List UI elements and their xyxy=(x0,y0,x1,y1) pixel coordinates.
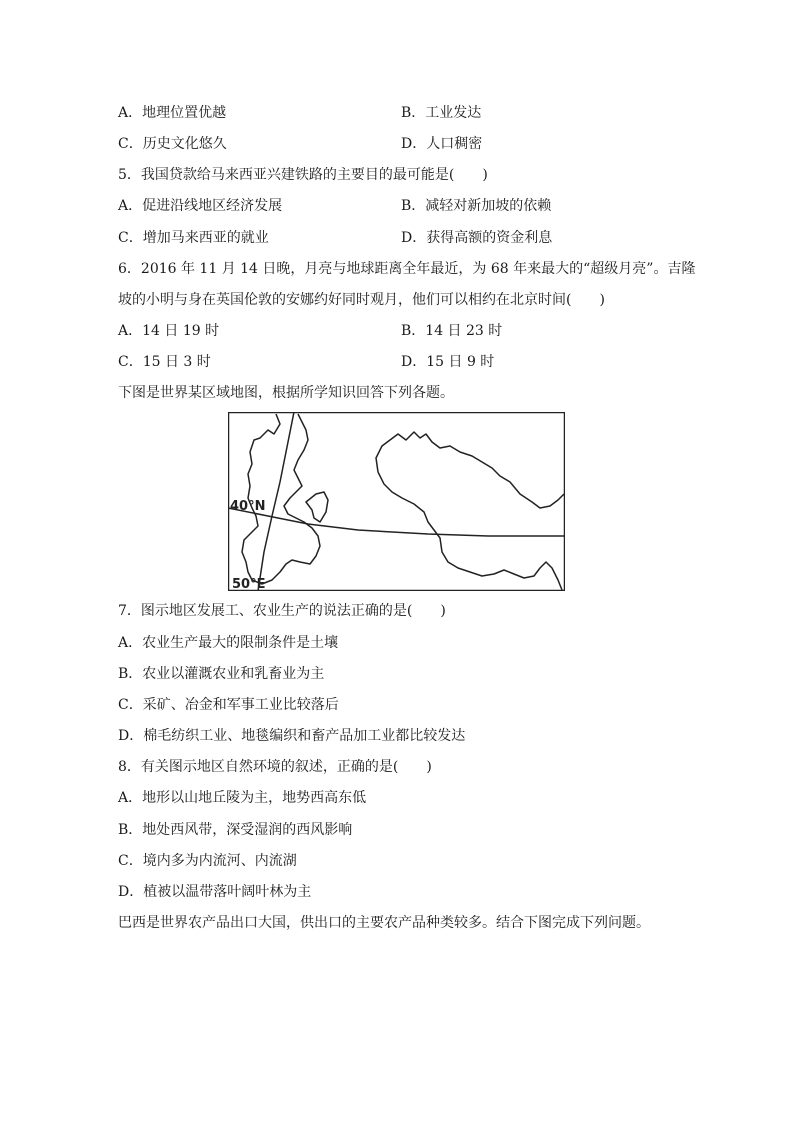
latitude-label: 40°N xyxy=(230,499,266,514)
q7-option-c: C．采矿、冶金和军事工业比较落后 xyxy=(118,697,339,713)
q6-stem-line2: 坡的小明与身在英国伦敦的安娜约好同时观月，他们可以相约在北京时间( ) xyxy=(118,292,605,308)
q7-option-d: D．棉毛纺织工业、地毯编织和畜产品加工业都比较发达 xyxy=(118,728,466,744)
q4-option-a: A．地理位置优越 xyxy=(118,105,227,121)
brazil-intro: 巴西是世界农产品出口大国，供出口的主要农产品种类较多。结合下图完成下列问题。 xyxy=(118,915,650,931)
map-intro: 下图是世界某区域地图，根据所学知识回答下列各题。 xyxy=(118,385,454,401)
q6-option-a: A．14 日 19 时 xyxy=(118,323,220,339)
q8-stem: 8．有关图示地区自然环境的叙述，正确的是( ) xyxy=(118,759,432,775)
q5-option-c: C．增加马来西亚的就业 xyxy=(118,230,269,246)
q7-option-b: B．农业以灌溉农业和乳畜业为主 xyxy=(118,666,325,682)
q6-option-d: D．15 日 9 时 xyxy=(401,354,495,370)
q4-option-c: C．历史文化悠久 xyxy=(118,136,227,152)
q4-option-b: B．工业发达 xyxy=(401,105,482,121)
q6-option-b: B．14 日 23 时 xyxy=(401,323,503,339)
q8-option-b: B．地处西风带，深受湿润的西风影响 xyxy=(118,822,353,838)
q5-option-a: A．促进沿线地区经济发展 xyxy=(118,198,283,214)
q5-stem: 5．我国贷款给马来西亚兴建铁路的主要目的最可能是( ) xyxy=(118,167,488,183)
map-frame xyxy=(229,413,565,591)
q8-option-d: D．植被以温带落叶阔叶林为主 xyxy=(118,884,312,900)
q4-option-d: D．人口稠密 xyxy=(401,136,483,152)
q8-option-a: A．地形以山地丘陵为主，地势西高东低 xyxy=(118,790,367,806)
q7-option-a: A．农业生产最大的限制条件是土壤 xyxy=(118,635,339,651)
longitude-label: 50°E xyxy=(232,577,266,591)
q7-stem: 7．图示地区发展工、农业生产的说法正确的是( ) xyxy=(118,603,446,619)
region-map xyxy=(228,412,565,591)
q8-option-c: C．境内多为内流河、内流湖 xyxy=(118,853,297,869)
q5-option-d: D．获得高额的资金利息 xyxy=(401,230,553,246)
q6-option-c: C．15 日 3 时 xyxy=(118,354,211,370)
q6-stem-line1: 6．2016 年 11 月 14 日晚，月亮与地球距离全年最近，为 68 年来最大的“超级月亮”。吉隆 xyxy=(118,261,696,277)
q5-option-b: B．减轻对新加坡的依赖 xyxy=(401,198,552,214)
